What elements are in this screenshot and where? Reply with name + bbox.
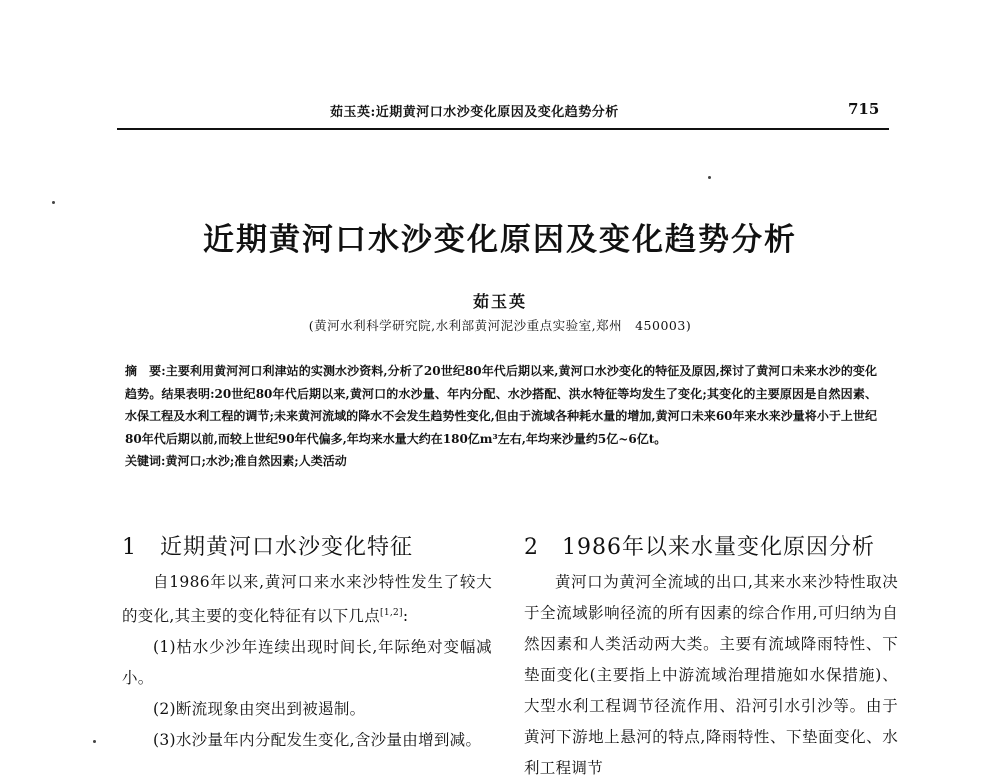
section-2-paragraph: 黄河口为黄河全流域的出口,其来水来沙特性取决于全流域影响径流的所有因素的综合作用,可归纳为自然因素和人类活动两大类。主要有流域降雨特性、下垫面变化(主要指上中游流域治理措施如水保措施)、大型水利工程调节径流作用、沿河引水引沙等。由于黄河下游地上悬河的特点,降雨特性、下垫面变化、水利工程调节 — [524, 573, 898, 777]
scan-speck — [708, 176, 711, 179]
abstract-block — [125, 360, 877, 473]
keywords-line — [125, 450, 877, 473]
header-rule — [117, 128, 889, 130]
abstract-text: 主要利用黄河河口利津站的实测水沙资料,分析了20世纪80年代后期以来,黄河口水沙变化的特征及原因,探讨了黄河口未来水沙的变化趋势。结果表明:20世纪80年代后期以来,黄河口的水沙量、年内分配、水沙搭配、洪水特征等均发生了变化;其变化的主要原因是自然因素、水保工程及水利工程的调节;未来黄河流域的降水不会发生趋势性变化,但由于流域各种耗水量的增加,黄河口未来60年来水来沙量将小于上世纪80年代后期以前,而较上世纪90年代偏多,年均来水量大约在180亿m³左右,年均来沙量约5亿~6亿t。 — [125, 364, 877, 446]
right-column — [524, 567, 898, 784]
section-1-paragraph-text: 自1986年以来,黄河口来水来沙特性发生了较大的变化,其主要的变化特征有以下几点 — [122, 573, 492, 626]
abstract-paragraph — [125, 360, 877, 450]
section-1-heading: 1 近期黄河口水沙变化特征 — [122, 535, 413, 560]
article-title: 近期黄河口水沙变化原因及变化趋势分析 — [203, 222, 797, 258]
section-2-heading: 2 1986年以来水量变化原因分析 — [524, 535, 875, 560]
feature-item-1: (1)枯水少沙年连续出现时间长,年际绝对变幅减小。 — [122, 638, 492, 688]
scan-speck — [52, 201, 55, 204]
running-header: 茹玉英:近期黄河口水沙变化原因及变化趋势分析 — [330, 105, 619, 120]
feature-item-3: (3)水沙量年内分配发生变化,含沙量由增到减。 — [153, 731, 482, 750]
keywords-text: 黄河口;水沙;准自然因素;人类活动 — [165, 454, 347, 468]
abstract-label: 摘 要: — [125, 364, 166, 378]
left-column — [122, 567, 492, 756]
scan-speck — [93, 740, 96, 743]
author-affiliation: (黄河水利科学研究院,水利部黄河泥沙重点实验室,郑州 450003) — [308, 318, 692, 333]
section-1-paragraph — [122, 567, 492, 632]
keywords-label: 关键词: — [125, 454, 166, 468]
section-1-paragraph-end: : — [402, 607, 409, 626]
citation-marker: [1,2] — [380, 608, 403, 618]
article-author: 茹玉英 — [472, 292, 527, 311]
feature-item-2: (2)断流现象由突出到被遏制。 — [153, 700, 366, 719]
page-number: 715 — [848, 100, 880, 118]
